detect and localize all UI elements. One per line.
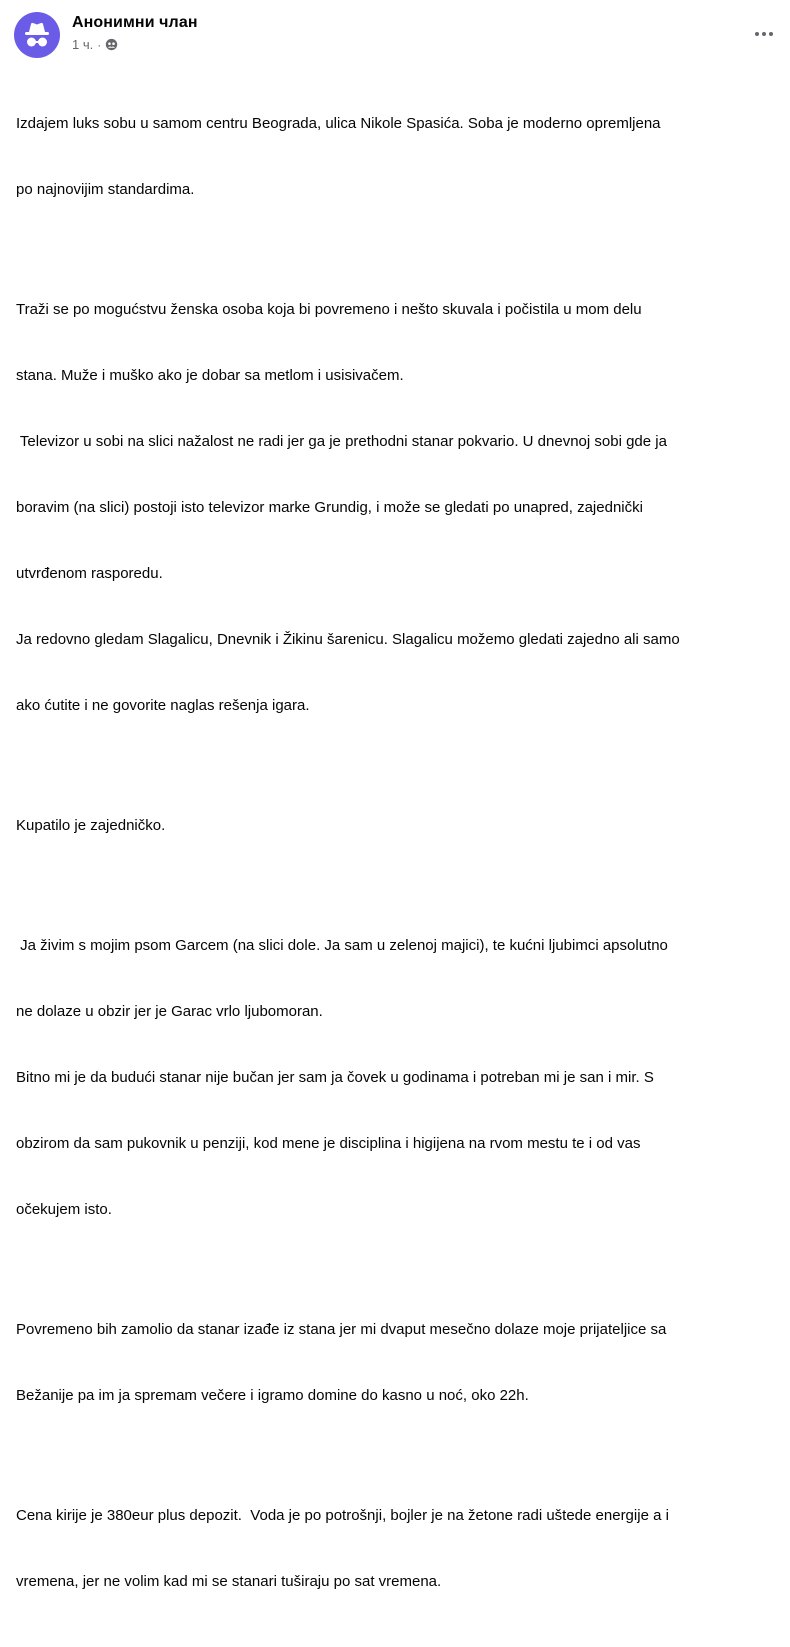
paragraph-intro [16, 69, 786, 245]
paragraph-pets-rules [16, 891, 786, 1265]
text-line: ne dolaze u obzir jer je Garac vrlo ljubomoran. [16, 1003, 323, 1020]
author-name[interactable]: Анонимни члан [72, 14, 198, 31]
text-line: Cena kirije je 380eur plus depozit. Voda je po potrošnji, bojler je na žetone radi uštede energije a i [16, 1507, 669, 1524]
group-audience-icon[interactable] [105, 38, 118, 51]
text-line: Povremeno bih zamolio da stanar izađe iz stana jer mi dvaput mesečno dolaze moje prijateljice sa [16, 1321, 667, 1338]
meta-separator: · [97, 37, 102, 52]
paragraph-guests [16, 1275, 786, 1451]
paragraph-tenant-requirements [16, 255, 786, 761]
text-line: očekujem isto. [16, 1201, 112, 1218]
text-line: Bitno mi je da budući stanar nije bučan jer sam ja čovek u godinama i potreban mi je san i mir. S [16, 1069, 654, 1086]
text-line: ako ćutite i ne govorite naglas rešenja igara. [16, 697, 310, 714]
text-line: po najnovijim standardima. [16, 181, 195, 198]
text-line: utvrđenom rasporedu. [16, 565, 163, 582]
more-horizontal-icon [755, 32, 773, 36]
text-line: Ja živim s mojim psom Garcem (na slici dole. Ja sam u zelenoj majici), te kućni ljubimci apsolutno [16, 937, 668, 954]
incognito-icon [14, 12, 60, 58]
text-line: Izdajem luks sobu u samom centru Beograda, ulica Nikole Spasića. Soba je moderno opremljena [16, 115, 661, 132]
paragraph-bathroom [16, 771, 786, 881]
paragraph-price [16, 1461, 786, 1637]
post-text [16, 69, 786, 1647]
avatar[interactable] [14, 12, 60, 58]
more-options-button[interactable] [746, 20, 782, 48]
text-line: stana. Muže i muško ako je dobar sa metlom i usisivačem. [16, 367, 404, 384]
text-line: Ja redovno gledam Slagalicu, Dnevnik i Žikinu šarenicu. Slagalicu možemo gledati zajedno ali samo [16, 631, 680, 648]
text-line: Bežanije pa im ja spremam večere i igramo domine do kasno u noć, oko 22h. [16, 1387, 529, 1404]
text-line: boravim (na slici) postoji isto televizor marke Grundig, i može se gledati po unapred, zajednički [16, 499, 643, 516]
text-line: obzirom da sam pukovnik u penziji, kod mene je disciplina i higijena na rvom mestu te i od vas [16, 1135, 641, 1152]
text-line: Televizor u sobi na slici nažalost ne radi jer ga je prethodni stanar pokvario. U dnevnoj sobi gde ja [16, 433, 667, 450]
post-meta [72, 37, 118, 52]
text-line: Traži se po mogućstvu ženska osoba koja bi povremeno i nešto skuvala i počistila u mom delu [16, 301, 642, 318]
text-line: vremena, jer ne volim kad mi se stanari tuširaju po sat vremena. [16, 1573, 442, 1590]
post-header [0, 0, 790, 62]
timestamp[interactable]: 1 ч. [72, 37, 94, 52]
text-line: Kupatilo je zajedničko. [16, 817, 166, 834]
